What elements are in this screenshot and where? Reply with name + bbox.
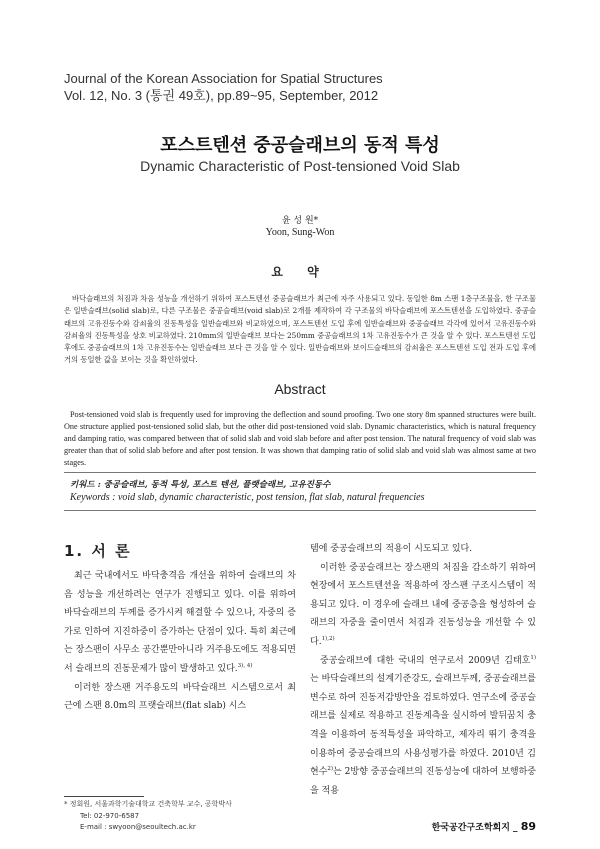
journal-header (64, 70, 383, 104)
citation-ref: 3), 4) (237, 662, 253, 669)
korean-abstract-heading: 요 약 (271, 265, 329, 279)
citation-ref: 1),2) (321, 635, 335, 642)
korean-abstract-text: 바닥슬래브의 처짐과 차음 성능을 개선하기 위하여 포스트텐션 중공슬래브가 최근에 자주 사용되고 있다. 동일한 8m 스팬 1층구조물을, 한 구조물은 일반슬래브(solid slab)로, 다른 구조물은 중공슬래브(void slab)로 2개를 제작하여 각 구조물의 바닥슬래브에 포스트텐션을 도입하였다. 중공슬래브의 고유진동수와 감쇠율의 진동특성을 일반슬래브와 비교하였으며, 포스트텐션 도입 후에 일반슬래브와 중공슬래브 각각에 있어서 고유진동수와 감쇠율의 진동특성을 상호 비교하였다. 210mm의 일반슬래브 보다는 250mm 중공슬래브의 1차 고유진동수가 큰 것을 알 수 있다. 포스트텐션 도입 후에도 중공슬래브의 1차 고유진동수는 일반슬래브 보다 큰 것을 알 수 있다. 일반슬래브와 보이드슬래브의 감쇠율은 포스트텐션 도입 전과 도입 후에 거의 동일한 값을 보이는 것을 확인하였다. (64, 294, 536, 365)
footnote-email: E-mail : swyoon@seoultech.ac.kr (80, 823, 196, 831)
keywords-english: Keywords : void slab, dynamic characteristic, post tension, flat slab, natural frequencies (70, 492, 425, 503)
citation-ref: 1) (530, 654, 536, 661)
section-heading-introduction: 1. 서 론 (64, 542, 132, 560)
footnote (64, 799, 232, 834)
page-number: 89 (520, 820, 536, 833)
footnote-rule (64, 796, 144, 797)
body-paragraph: 중공슬래브에 대한 국내의 연구로서 2009년 김태호$^{1)}$는 바닥슬래브의 설계기준강도, 슬래브두께, 중공슬래브를 변수로 하여 진동저감방안을 검토하였다. 연구소에 중공슬래브를 실제로 적용하고 진동계측을 실시하여 발뒤꿈치 충격을 이용하여 동적특성을 파악하고, 제자리 뛰기 충격을 이용하여 중공슬래브의 사용성평가를 하였다. 2010년 김현수$^{2)}$는 2방향 중공슬래브의 진동성능에 대하여 보행하중을 적용 (310, 654, 536, 796)
footnote-affiliation: * 정회원, 서울과학기술대학교 건축학부 교수, 공학박사 (64, 800, 232, 808)
author-korean: 윤 성 원* (281, 216, 319, 226)
footnote-phone: Tel: 02-970-6587 (80, 811, 140, 820)
page-footer: 한국공간구조학회지 _ 89 (431, 820, 536, 833)
body-column-left (64, 567, 296, 716)
keywords-top-rule (64, 472, 536, 473)
citation-ref: 2) (327, 766, 334, 773)
author-english: Yoon, Sung-Won (265, 227, 335, 238)
body-column-right (310, 540, 536, 800)
footer-journal-name: 한국공간구조학회지 (431, 823, 510, 833)
journal-volume-info: Vol. 12, No. 3 (통권 49호), pp.89~95, September, 2012 (64, 88, 379, 103)
keywords-bottom-rule (64, 510, 536, 511)
body-paragraph: 이러한 중공슬래브는 장스팬의 처짐을 감소하기 위하여 현장에서 포스트텐션을 적용하여 장스팬 구조시스템이 적용되고 있다. 이 경우에 슬래브 내에 중공층을 형성하여 슬래브의 자중을 줄이면서 처짐과 진동성능을 개선할 수 있다.$^{1),2)}$ (310, 562, 536, 647)
keywords-korean: 키워드 : 중공슬래브, 동적 특성, 포스트 텐션, 플랫슬래브, 고유진동수 (70, 480, 331, 490)
english-abstract-text: Post-tensioned void slab is frequently used for improving the deflection and sound proofing. Two one story 8m spanned structures were built. One structure applied post-tensioned solid slab, but the other did post-tensioned void slab. Dynamic characteristics, which is natural frequency and damping ratio, was compared between that of solid slab and void slab before and after post tension. The natural frequency of void slab was greater than that of solid slab before and after post tension. It was shown that damping ratio of solid slab and void slab was almost same at two stages. (64, 410, 536, 468)
english-abstract-heading: Abstract (274, 381, 326, 397)
paper-title-korean: 포스트텐션 중공슬래브의 동적 특성 (160, 135, 440, 156)
paper-title-english: Dynamic Characteristic of Post-tensioned Void Slab (140, 158, 460, 174)
body-paragraph: 이러한 장스팬 거주용도의 바닥슬래브 시스템으로서 최근에 스팬 8.0m의 프랫슬래브(flat slab) 시스 (64, 682, 296, 712)
body-paragraph: 최근 국내에서도 바닥충격음 개선을 위하여 슬래브의 차음 성능을 개선하려는 연구가 진행되고 있다. 이를 위하여 바닥슬래브의 두께를 증가시켜 해결할 수 있으나, 자중의 증가로 인하여 지진하중이 증가하는 단점이 있다. 특히 최근에는 장스팬이 사무소 공간뿐만아니라 거주용도에도 적용되면서 슬래브의 진동문제가 많이 발생하고 있다.$^{3), 4)}$ (64, 571, 296, 674)
body-paragraph: 템에 중공슬래브의 적용이 시도되고 있다. (310, 544, 473, 554)
journal-name: Journal of the Korean Association for Spatial Structures (64, 71, 383, 86)
